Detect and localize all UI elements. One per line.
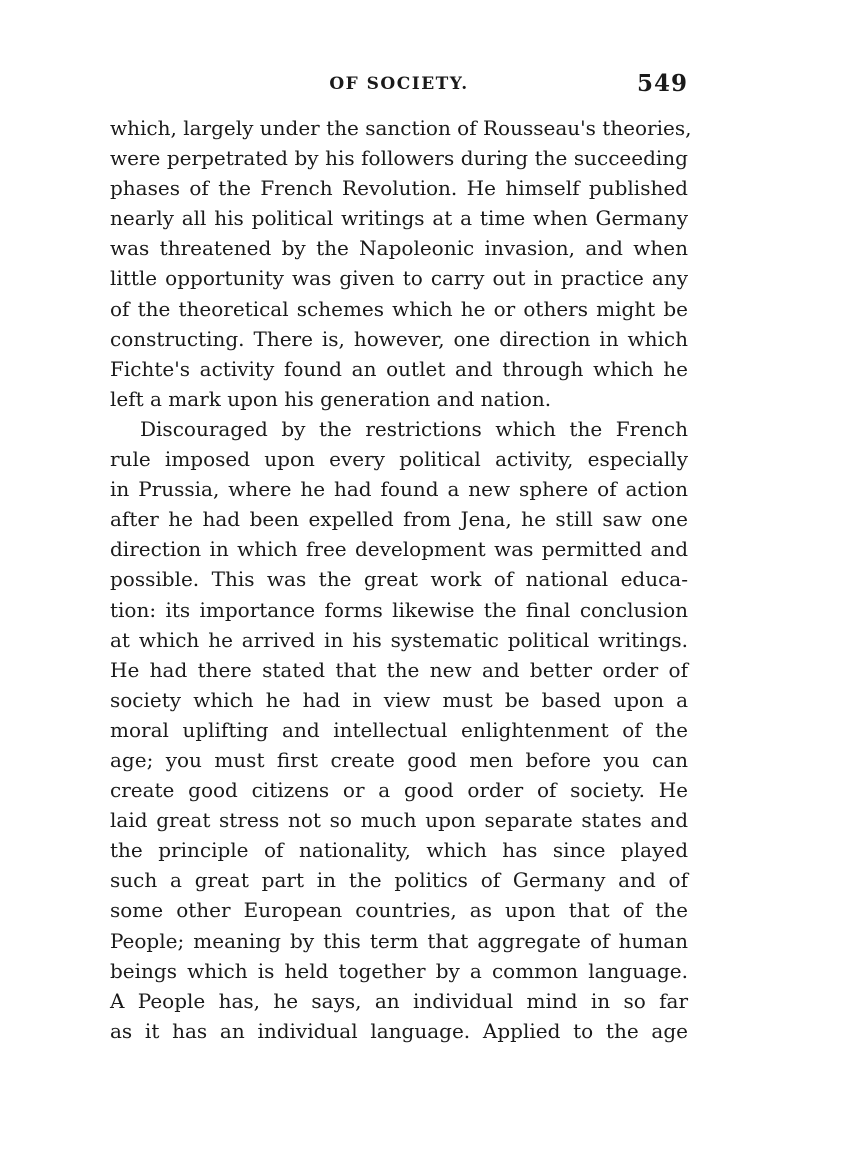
text-line: society which he had in view must be based upon a: [110, 687, 688, 712]
text-line: some other European countries, as upon that of the: [110, 898, 688, 923]
text-line: age; you must first create good men before you can: [110, 747, 688, 772]
text-line: beings which is held together by a common language.: [110, 958, 688, 983]
text-line: in Prussia, where he had found a new sphere of action: [110, 477, 688, 502]
text-line: rule imposed upon every political activity, especially: [110, 447, 688, 472]
text-line: nearly all his political writings at a time when Germany: [110, 206, 688, 231]
text-line: of the theoretical schemes which he or others might be: [110, 296, 688, 321]
text-line: constructing. There is, however, one direction in which: [110, 326, 688, 351]
text-line: People; meaning by this term that aggregate of human: [110, 928, 688, 953]
text-line: the principle of nationality, which has since played: [110, 838, 688, 863]
text-line: A People has, he says, an individual mind in so far: [110, 988, 688, 1013]
text-line: Fichte's activity found an outlet and through which he: [110, 356, 688, 381]
text-line: left a mark upon his generation and nation.: [110, 386, 552, 411]
running-title: OF SOCIETY.: [329, 74, 469, 94]
text-line: laid great stress not so much upon separate states and: [110, 808, 688, 833]
text-line: tion: its importance forms likewise the final conclusion: [110, 597, 688, 622]
text-line: Discouraged by the restrictions which the French: [140, 416, 688, 441]
text-line: was threatened by the Napoleonic invasion, and when: [110, 236, 688, 261]
text-line: direction in which free development was permitted and: [110, 537, 688, 562]
text-body: [110, 113, 692, 1046]
text-line: phases of the French Revolution. He himself published: [110, 176, 688, 201]
text-line: such a great part in the politics of Germany and of: [110, 868, 688, 893]
text-line: create good citizens or a good order of society. He: [110, 778, 688, 803]
text-line: little opportunity was given to carry out in practice any: [110, 266, 688, 291]
text-line: moral uplifting and intellectual enlightenment of the: [110, 717, 688, 742]
text-line: as it has an individual language. Applied to the age: [110, 1018, 688, 1043]
text-line: were perpetrated by his followers during the succeeding: [110, 146, 688, 171]
text-line: at which he arrived in his systematic political writings.: [110, 627, 688, 652]
paragraph-1: [110, 113, 692, 414]
text-line: He had there stated that the new and better order of: [110, 657, 688, 682]
page-number: 549: [636, 70, 688, 97]
running-head: [110, 70, 688, 106]
paragraph-2: [110, 414, 688, 1046]
text-line: possible. This was the great work of national educa-: [110, 567, 688, 592]
text-line: after he had been expelled from Jena, he still saw one: [110, 507, 688, 532]
text-line: which, largely under the sanction of Rousseau's theories,: [110, 116, 692, 140]
